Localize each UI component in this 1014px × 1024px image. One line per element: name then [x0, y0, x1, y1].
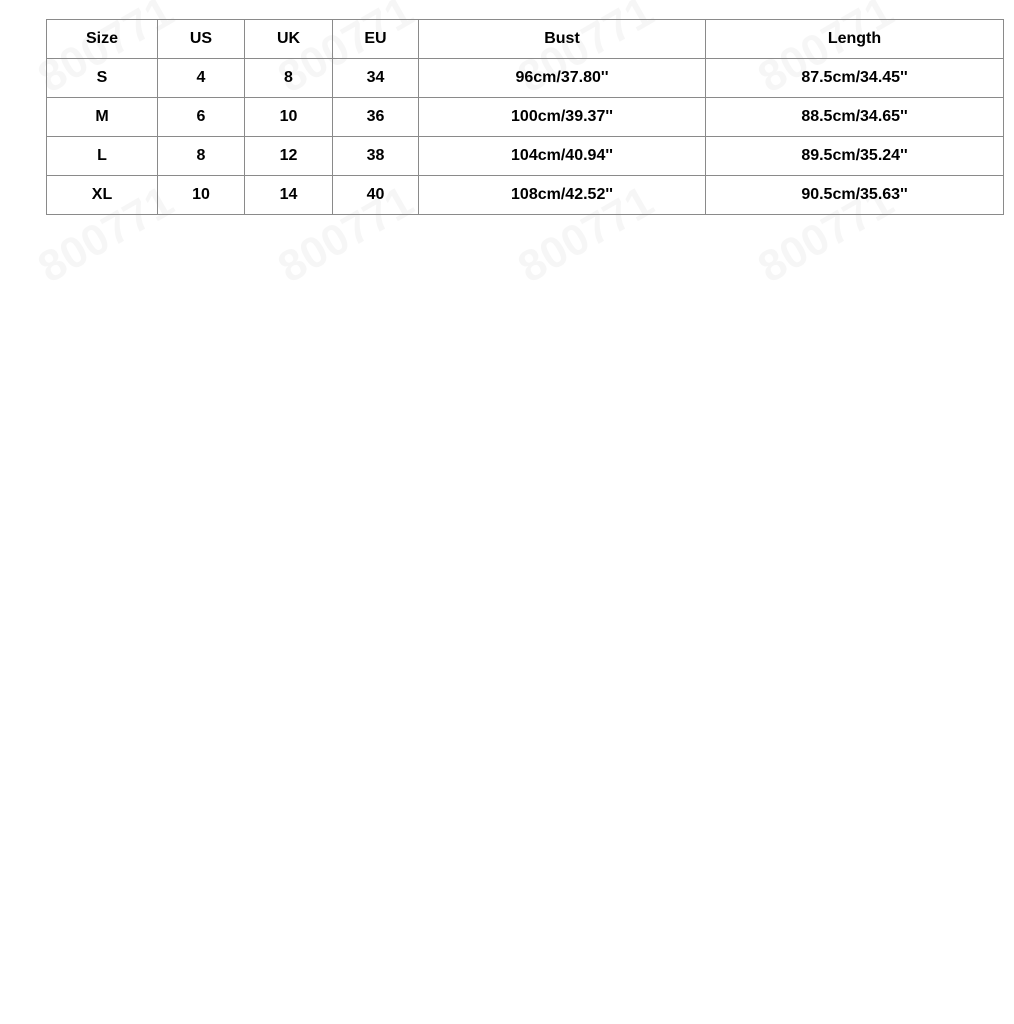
cell-length: 90.5cm/35.63'' — [706, 176, 1004, 215]
cell-size: L — [47, 137, 158, 176]
header-bust: Bust — [419, 20, 706, 59]
cell-uk: 14 — [245, 176, 333, 215]
cell-eu: 36 — [333, 98, 419, 137]
table-row — [47, 98, 1004, 137]
cell-us: 4 — [158, 59, 245, 98]
cell-us: 10 — [158, 176, 245, 215]
size-chart-table — [46, 19, 1004, 215]
cell-size: S — [47, 59, 158, 98]
cell-eu: 40 — [333, 176, 419, 215]
table-row — [47, 59, 1004, 98]
cell-eu: 38 — [333, 137, 419, 176]
header-size: Size — [47, 20, 158, 59]
cell-eu: 34 — [333, 59, 419, 98]
table-row — [47, 137, 1004, 176]
cell-uk: 10 — [245, 98, 333, 137]
cell-size: XL — [47, 176, 158, 215]
cell-uk: 8 — [245, 59, 333, 98]
cell-length: 88.5cm/34.65'' — [706, 98, 1004, 137]
cell-us: 6 — [158, 98, 245, 137]
header-uk: UK — [245, 20, 333, 59]
cell-length: 87.5cm/34.45'' — [706, 59, 1004, 98]
cell-bust: 100cm/39.37'' — [419, 98, 706, 137]
table-header-row — [47, 20, 1004, 59]
cell-bust: 108cm/42.52'' — [419, 176, 706, 215]
cell-bust: 96cm/37.80'' — [419, 59, 706, 98]
cell-length: 89.5cm/35.24'' — [706, 137, 1004, 176]
cell-us: 8 — [158, 137, 245, 176]
table-row — [47, 176, 1004, 215]
header-eu: EU — [333, 20, 419, 59]
header-us: US — [158, 20, 245, 59]
cell-bust: 104cm/40.94'' — [419, 137, 706, 176]
cell-uk: 12 — [245, 137, 333, 176]
cell-size: M — [47, 98, 158, 137]
header-length: Length — [706, 20, 1004, 59]
